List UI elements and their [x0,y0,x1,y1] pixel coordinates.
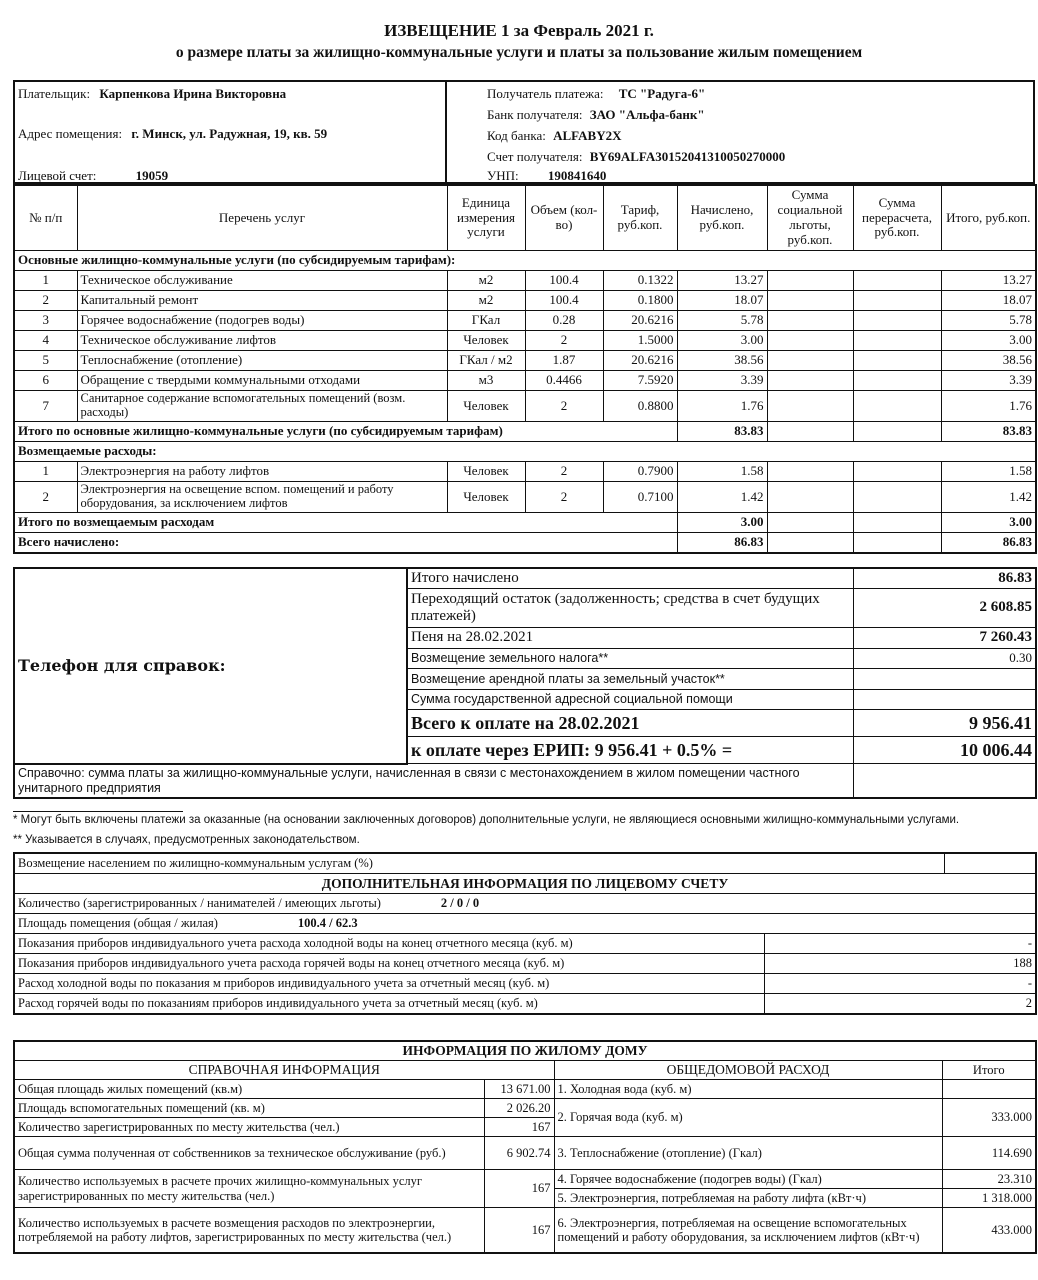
house-row [14,1137,1036,1170]
service-name: Техническое обслуживание лифтов [77,331,447,351]
address-value: г. Минск, ул. Радужная, 19, кв. 59 [131,126,328,141]
summary-label: Итого начислено [407,568,853,589]
charged: 38.56 [677,351,767,371]
payer-label: Плательщик: [18,86,91,101]
footnote-1: * Могут быть включены платежи за оказанные (на основании заключенных договоров) дополнительные услуги, не являющиеся основными жилищно-коммунальными услугами. [13,814,960,826]
summary-value: 7 260.43 [853,628,1036,649]
meter-value: - [764,974,1036,994]
unit: ГКал [447,311,525,331]
unit: м2 [447,271,525,291]
reimbursement-value [944,853,1036,874]
tariff: 7.5920 [603,371,677,391]
meter-row [14,954,1036,974]
header-benefit: Сумма социальной льготы, руб.коп. [767,185,853,251]
charged: 1.42 [677,482,767,513]
summary-value: 0.30 [853,649,1036,669]
header-total: Итого, руб.коп. [941,185,1036,251]
total: 3.00 [941,331,1036,351]
recipient-line [487,86,705,102]
empty-cell [853,513,941,533]
benefit [767,311,853,331]
unit: ГКал / м2 [447,351,525,371]
table-header-row [14,185,1036,251]
empty-cell [853,422,941,442]
count-value: 2 / 0 / 0 [440,896,480,911]
reference-row [14,764,1036,798]
table-row [14,482,1036,513]
unit: Человек [447,391,525,422]
empty-cell [853,533,941,554]
service-name: Электроэнергия на освещение вспом. помещений и работу оборудования, за исключением лифтов [77,482,447,513]
total: 1.76 [941,391,1036,422]
grand-total-charged: 86.83 [677,533,767,554]
phone-label: Телефон для справок: [18,655,226,675]
total: 13.27 [941,271,1036,291]
volume: 0.28 [525,311,603,331]
summary-value: 10 006.44 [853,737,1036,764]
unit: м2 [447,291,525,311]
ref-label: Количество зарегистрированных по месту жительства (чел.) [14,1118,484,1137]
section1-total-label: Итого по основные жилищно-коммунальные услуги (по субсидируемым тарифам) [14,422,677,442]
common-label: 1. Холодная вода (куб. м) [554,1080,942,1099]
recalc [853,331,941,351]
bank-label: Банк получателя: [487,107,583,122]
row-number: 2 [14,482,77,513]
footnote-2: ** Указывается в случаях, предусмотренных законодательством. [13,834,360,846]
unit: Человек [447,482,525,513]
services-table [13,184,1037,554]
section-header-row [14,251,1036,271]
address-label: Адрес помещения: [18,126,123,141]
ref-header: СПРАВОЧНАЯ ИНФОРМАЦИЯ [14,1061,554,1080]
recipient-label: Получатель платежа: [487,86,604,101]
reimbursement-row [14,853,1036,874]
benefit [767,271,853,291]
volume: 100.4 [525,271,603,291]
house-row [14,1080,1036,1099]
bank-value: ЗАО "Альфа-банк" [589,107,705,122]
ref-label: Общая площадь жилых помещений (кв.м) [14,1080,484,1099]
section-header-row [14,442,1036,462]
total: 1.42 [941,482,1036,513]
recalc [853,291,941,311]
service-name: Электроэнергия на работу лифтов [77,462,447,482]
summary-label: Сумма государственной адресной социальной помощи [407,690,853,710]
unit: Человек [447,462,525,482]
reimbursement-label: Возмещение населением по жилищно-коммунальным услугам (%) [14,853,944,874]
total-header: Итого [942,1061,1036,1080]
common-value [942,1080,1036,1099]
phone-cell [14,568,407,764]
header-number: № п/п [14,185,77,251]
iban-line [487,149,785,165]
house-title: ИНФОРМАЦИЯ ПО ЖИЛОМУ ДОМУ [14,1041,1036,1061]
meter-value: 188 [764,954,1036,974]
grand-total-label: Всего начислено: [14,533,677,554]
charged: 13.27 [677,271,767,291]
iban-label: Счет получателя: [487,149,583,164]
table-row [14,391,1036,422]
summary-label: Всего к оплате на 28.02.2021 [407,710,853,737]
service-name: Обращение с твердыми коммунальными отходами [77,371,447,391]
additional-title-row [14,874,1036,894]
reference-value [853,764,1036,798]
benefit [767,291,853,311]
header-charged: Начислено, руб.коп. [677,185,767,251]
recalc [853,311,941,331]
volume: 2 [525,391,603,422]
house-row [14,1099,1036,1118]
recalc [853,371,941,391]
service-name: Капитальный ремонт [77,291,447,311]
common-label: 2. Горячая вода (куб. м) [554,1099,942,1137]
document-title: ИЗВЕЩЕНИЕ 1 за Февраль 2021 г. [384,21,654,40]
house-header-row [14,1061,1036,1080]
benefit [767,482,853,513]
common-label: 3. Теплоснабжение (отопление) (Гкал) [554,1137,942,1170]
recalc [853,462,941,482]
row-number: 7 [14,391,77,422]
tariff: 0.7900 [603,462,677,482]
service-name: Теплоснабжение (отопление) [77,351,447,371]
empty-cell [767,513,853,533]
summary-table [13,567,1037,799]
meter-label: Расход горячей воды по показаниям приборов индивидуального учета за отчетный месяц (куб. м) [14,994,764,1015]
benefit [767,371,853,391]
unp-line [487,168,606,184]
count-row [14,894,1036,914]
header-tariff: Тариф, руб.коп. [603,185,677,251]
ref-label: Количество используемых в расчете возмещения расходов по электроэнергии, потребляемой на работу лифтов, зарегистрированных по месту жительства (чел.) [14,1208,484,1254]
section2-total: 3.00 [941,513,1036,533]
header-service: Перечень услуг [77,185,447,251]
volume: 2 [525,482,603,513]
recalc [853,351,941,371]
summary-label: к оплате через ЕРИП: 9 956.41 + 0.5% = [407,737,853,764]
summary-value [853,669,1036,690]
total: 1.58 [941,462,1036,482]
row-number: 5 [14,351,77,371]
tariff: 20.6216 [603,351,677,371]
document-subtitle: о размере платы за жилищно-коммунальные услуги и платы за пользование жилым помещением [175,44,863,61]
charged: 3.00 [677,331,767,351]
meter-value: - [764,934,1036,954]
common-value: 433.000 [942,1208,1036,1254]
section2-rows [14,462,1036,513]
header-recalc: Сумма перерасчета, руб.коп. [853,185,941,251]
service-name: Техническое обслуживание [77,271,447,291]
common-label: 6. Электроэнергия, потребляемая на освещение вспомогательных помещений и работу оборудования, за исключением лифтов (кВт·ч) [554,1208,942,1254]
total: 3.39 [941,371,1036,391]
house-row [14,1208,1036,1254]
common-value: 114.690 [942,1137,1036,1170]
row-number: 2 [14,291,77,311]
total: 5.78 [941,311,1036,331]
section2-title: Возмещаемые расходы: [14,442,1036,462]
summary-label: Переходящий остаток (задолженность; средства в счет будущих платежей) [407,589,853,628]
charged: 5.78 [677,311,767,331]
benefit [767,462,853,482]
section1-total: 83.83 [941,422,1036,442]
tariff: 0.1322 [603,271,677,291]
meter-row [14,994,1036,1015]
volume: 2 [525,462,603,482]
meter-row [14,974,1036,994]
benefit [767,351,853,371]
payer-name: Карпенкова Ирина Викторовна [99,86,287,101]
header-volume: Объем (кол-во) [525,185,603,251]
ref-value: 167 [484,1208,554,1254]
additional-info-table [13,852,1037,1015]
section1-rows [14,271,1036,422]
tariff: 1.5000 [603,331,677,351]
common-label: 5. Электроэнергия, потребляемая на работу лифта (кВт·ч) [554,1189,942,1208]
meter-row [14,934,1036,954]
recipient-value: ТС "Радуга-6" [618,86,706,101]
summary-label: Возмещение арендной платы за земельный участок** [407,669,853,690]
service-name: Санитарное содержание вспомогательных помещений (возм. расходы) [77,391,447,422]
common-header: ОБЩЕДОМОВОЙ РАСХОД [554,1061,942,1080]
house-row [14,1170,1036,1189]
section2-total-charged: 3.00 [677,513,767,533]
account-label: Лицевой счет: [18,168,97,183]
house-info-table [13,1040,1037,1254]
recalc [853,482,941,513]
table-row [14,311,1036,331]
ref-value: 167 [484,1170,554,1208]
table-row [14,351,1036,371]
table-row [14,331,1036,351]
benefit [767,391,853,422]
total: 18.07 [941,291,1036,311]
common-label: 4. Горячее водоснабжение (подогрев воды) (Гкал) [554,1170,942,1189]
unp-value: 190841640 [547,168,607,183]
common-value: 333.000 [942,1099,1036,1137]
summary-value: 86.83 [853,568,1036,589]
charged: 1.58 [677,462,767,482]
total: 38.56 [941,351,1036,371]
tariff: 0.8800 [603,391,677,422]
ref-value: 167 [484,1118,554,1137]
summary-row [14,568,1036,589]
grand-total: 86.83 [941,533,1036,554]
table-row [14,271,1036,291]
table-row [14,371,1036,391]
account-value: 19059 [135,168,169,183]
empty-cell [767,533,853,554]
unp-label: УНП: [487,168,519,183]
ref-value: 6 902.74 [484,1137,554,1170]
meter-label: Показания приборов индивидуального учета расхода холодной воды на конец отчетного месяца (куб. м) [14,934,764,954]
house-title-row [14,1041,1036,1061]
additional-title: ДОПОЛНИТЕЛЬНАЯ ИНФОРМАЦИЯ ПО ЛИЦЕВОМУ СЧЕТУ [14,874,1036,894]
tariff: 0.7100 [603,482,677,513]
bank-code-label: Код банка: [487,128,546,143]
tariff: 0.1800 [603,291,677,311]
row-number: 3 [14,311,77,331]
section2-total-label: Итого по возмещаемым расходам [14,513,677,533]
table-row [14,462,1036,482]
payer-info [15,82,447,182]
volume: 100.4 [525,291,603,311]
charged: 3.39 [677,371,767,391]
summary-value [853,690,1036,710]
recalc [853,391,941,422]
iban-value: BY69ALFA30152041310050270000 [589,149,786,164]
service-name: Горячее водоснабжение (подогрев воды) [77,311,447,331]
grand-total-row [14,533,1036,554]
bank-code-line [487,128,621,144]
volume: 0.4466 [525,371,603,391]
meter-value: 2 [764,994,1036,1015]
section2-total-row [14,513,1036,533]
ref-value: 13 671.00 [484,1080,554,1099]
unit: Человек [447,331,525,351]
charged: 1.76 [677,391,767,422]
unit: м3 [447,371,525,391]
reference-note: Справочно: сумма платы за жилищно-коммунальные услуги, начисленная в связи с местонахождением в жилом помещении частного унитарного предприятия [14,764,853,798]
footnote-divider [13,811,183,812]
bank-code-value: ALFABY2X [553,128,622,143]
charged: 18.07 [677,291,767,311]
section1-title: Основные жилищно-коммунальные услуги (по субсидируемым тарифам): [14,251,1036,271]
summary-value: 2 608.85 [853,589,1036,628]
count-label: Количество (зарегистрированных / нанимателей / имеющих льготы) [18,896,381,911]
meter-label: Расход холодной воды по показания м приборов индивидуального учета за отчетный месяц (куб. м) [14,974,764,994]
tariff: 20.6216 [603,311,677,331]
ref-value: 2 026.20 [484,1099,554,1118]
bank-line [487,107,705,123]
meter-label: Показания приборов индивидуального учета расхода горячей воды на конец отчетного месяца (куб. м) [14,954,764,974]
summary-label: Пеня на 28.02.2021 [407,628,853,649]
ref-label: Общая сумма полученная от собственников за техническое обслуживание (руб.) [14,1137,484,1170]
row-number: 4 [14,331,77,351]
table-row [14,291,1036,311]
row-number: 1 [14,271,77,291]
row-number: 1 [14,462,77,482]
summary-label: Возмещение земельного налога** [407,649,853,669]
area-value: 100.4 / 62.3 [297,916,358,931]
area-row [14,914,1036,934]
section1-total-row [14,422,1036,442]
common-value: 1 318.000 [942,1189,1036,1208]
summary-value: 9 956.41 [853,710,1036,737]
recalc [853,271,941,291]
ref-label: Количество используемых в расчете прочих жилищно-коммунальных услуг зарегистрированных по месту жительства (чел.) [14,1170,484,1208]
header-unit: Единица измерения услуги [447,185,525,251]
common-value: 23.310 [942,1170,1036,1189]
ref-label: Площадь вспомогательных помещений (кв. м) [14,1099,484,1118]
volume: 1.87 [525,351,603,371]
benefit [767,331,853,351]
empty-cell [767,422,853,442]
section1-total-charged: 83.83 [677,422,767,442]
row-number: 6 [14,371,77,391]
payer-recipient-block [13,80,1035,184]
volume: 2 [525,331,603,351]
area-label: Площадь помещения (общая / жилая) [18,916,218,931]
